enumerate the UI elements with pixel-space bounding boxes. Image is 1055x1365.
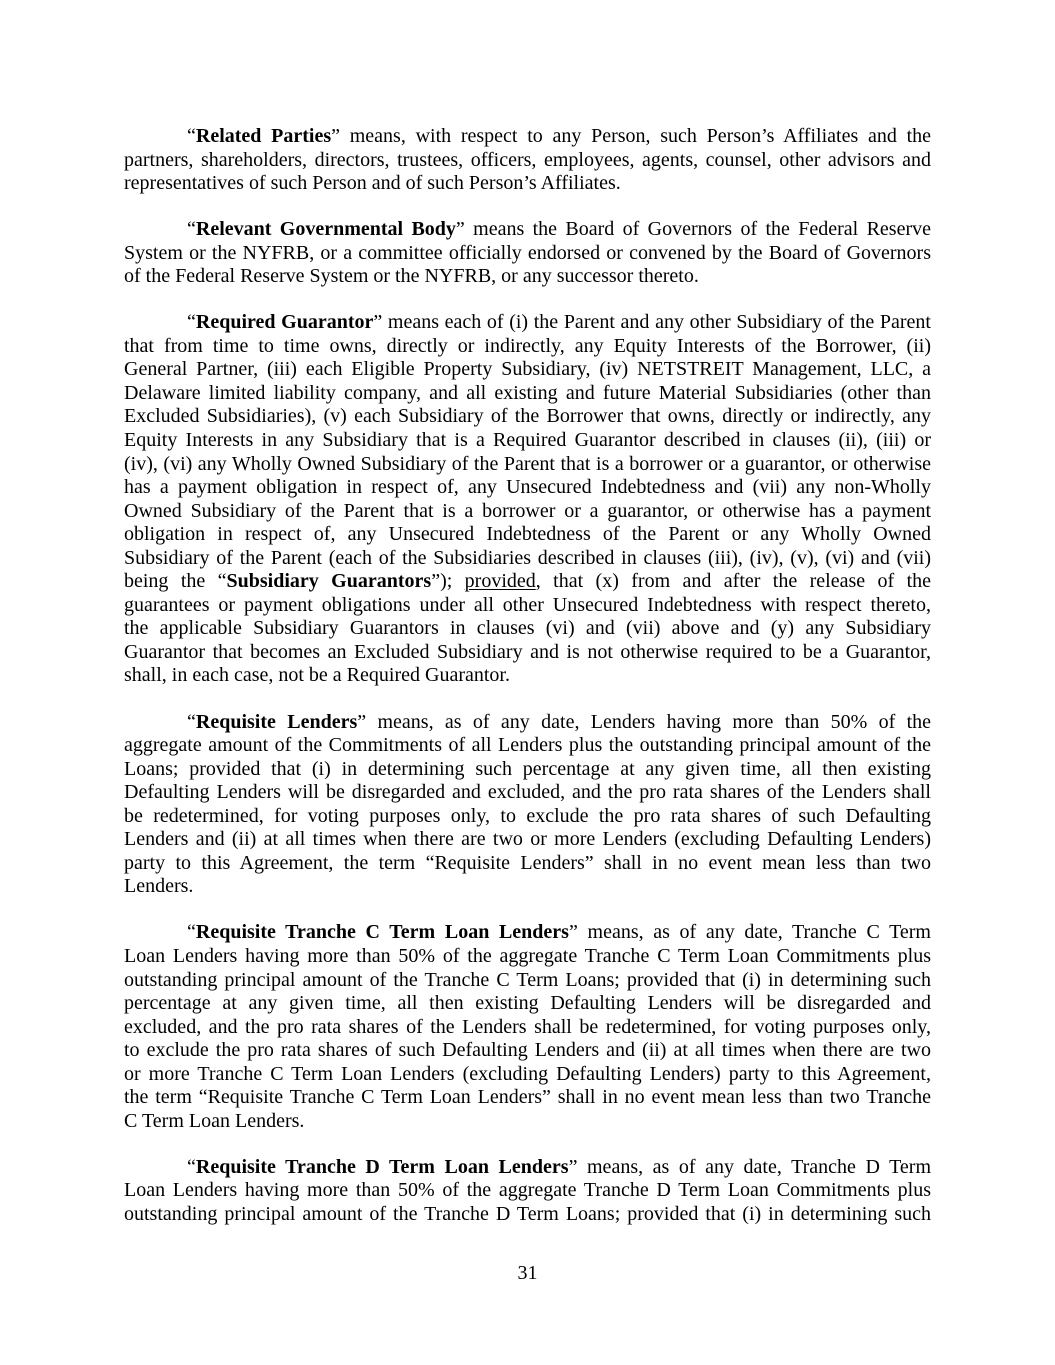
document-body xyxy=(124,125,931,1249)
text-line xyxy=(124,1063,931,1087)
text-line xyxy=(124,711,931,735)
text-run: Delaware limited liability company, and all existing and future Material Subsidiaries (other than xyxy=(124,381,931,404)
text-run: ” means, with respect to any Person, such Person’s Affiliates and the xyxy=(331,125,931,147)
text-line xyxy=(124,149,931,173)
definition-paragraph xyxy=(124,125,931,196)
text-run: to exclude the pro rata shares of such Defaulting Lenders and (ii) at all times when there are two xyxy=(124,1039,931,1062)
definition-paragraph xyxy=(124,711,931,899)
text-run: “ xyxy=(187,311,196,334)
text-run: Loans; provided that (i) in determining such percentage at any given time, all then existing xyxy=(124,757,931,780)
text-line xyxy=(124,1110,931,1134)
text-line xyxy=(124,453,931,477)
text-run: has a payment obligation in respect of, any Unsecured Indebtedness and (vii) any non-Wholly xyxy=(124,476,931,499)
text-run: , that (x) from and after the release of the xyxy=(535,570,932,593)
text-run: or more Tranche C Term Loan Lenders (excluding Defaulting Lenders) party to this Agreement, xyxy=(124,1062,931,1085)
text-run: “ xyxy=(187,218,196,241)
text-run: that from time to time owns, directly or indirectly, any Equity Interests of the Borrower, (ii) xyxy=(124,334,931,357)
text-line xyxy=(124,1179,931,1203)
text-line xyxy=(124,875,931,899)
text-run: System or the NYFRB, or a committee officially endorsed or convened by the Board of Governors xyxy=(124,241,931,264)
text-line xyxy=(124,594,931,618)
text-run: (iv), (vi) any Wholly Owned Subsidiary of the Parent that is a borrower or a guarantor, or otherwise xyxy=(124,452,931,475)
defined-term: Related Parties xyxy=(195,125,332,147)
text-run: Loan Lenders having more than 50% of the aggregate Tranche C Term Loan Commitments plus xyxy=(124,944,931,967)
text-run: excluded, and the pro rata shares of the Lenders shall be redetermined, for voting purposes only, xyxy=(124,1015,931,1038)
definition-paragraph xyxy=(124,218,931,289)
text-run: obligation in respect of, any Unsecured Indebtedness of the Parent or any Wholly Owned xyxy=(124,523,931,546)
text-line xyxy=(124,781,931,805)
text-line xyxy=(124,1039,931,1063)
text-line xyxy=(124,265,931,289)
text-run: Defaulting Lenders will be disregarded and excluded, and the pro rata shares of the Lenders shall xyxy=(124,781,931,804)
text-run: the applicable Subsidiary Guarantors in clauses (vi) and (vii) above and (y) any Subsidiary xyxy=(124,617,931,640)
text-run: be redetermined, for voting purposes only, to exclude the pro rata shares of such Defaulting xyxy=(124,804,931,827)
text-line xyxy=(124,828,931,852)
text-run: “ xyxy=(187,710,196,733)
text-line xyxy=(124,805,931,829)
text-run: representatives of such Person and of such Person’s Affiliates. xyxy=(124,172,621,195)
text-line xyxy=(124,1086,931,1110)
text-run: guarantees or payment obligations under all other Unsecured Indebtedness with respect thereto, xyxy=(124,593,931,616)
defined-term: Requisite Tranche D Term Loan Lenders xyxy=(195,1155,569,1178)
definition-paragraph xyxy=(124,1156,931,1227)
text-run: percentage at any given time, all then existing Defaulting Lenders will be disregarded and xyxy=(124,992,931,1015)
text-line xyxy=(124,664,931,688)
text-line xyxy=(124,547,931,571)
text-run: Excluded Subsidiaries), (v) each Subsidiary of the Borrower that owns, directly or indirectly, any xyxy=(124,405,931,428)
text-run: Lenders. xyxy=(124,875,194,898)
page-number: 31 xyxy=(517,1262,538,1284)
text-line xyxy=(124,335,931,359)
text-run: General Partner, (iii) each Eligible Property Subsidiary, (iv) NETSTREIT Management, LLC, a xyxy=(124,358,931,381)
text-run: partners, shareholders, directors, trustees, officers, employees, agents, counsel, other advisors and xyxy=(124,148,931,171)
defined-term: Requisite Lenders xyxy=(195,710,358,733)
text-run: ”); xyxy=(431,570,465,593)
text-line xyxy=(124,641,931,665)
text-run: “ xyxy=(187,125,196,147)
text-line xyxy=(124,1016,931,1040)
text-line xyxy=(124,242,931,266)
text-run: Owned Subsidiary of the Parent that is a borrower or a guarantor, or otherwise has a payment xyxy=(124,499,931,522)
defined-term: Requisite Tranche C Term Loan Lenders xyxy=(195,921,569,944)
text-line xyxy=(124,758,931,782)
text-line xyxy=(124,969,931,993)
text-run: ” means, as of any date, Tranche D Term xyxy=(568,1155,931,1178)
text-line xyxy=(124,992,931,1016)
text-run: the term “Requisite Tranche C Term Loan Lenders” shall in no event mean less than two Tranche xyxy=(124,1086,931,1109)
text-run: being the “ xyxy=(124,570,227,593)
text-line xyxy=(124,429,931,453)
text-run: “ xyxy=(187,1155,196,1178)
text-line xyxy=(124,921,931,945)
text-run: Subsidiary of the Parent (each of the Subsidiaries described in clauses (iii), (iv), (v), (vi) and (vii) xyxy=(124,546,931,569)
text-run: Equity Interests in any Subsidiary that is a Required Guarantor described in clauses (ii), (iii) or xyxy=(124,429,931,452)
text-run: outstanding principal amount of the Tranche C Term Loans; provided that (i) in determining such xyxy=(124,968,931,991)
text-line xyxy=(124,852,931,876)
text-run: of the Federal Reserve System or the NYFRB, or any successor thereto. xyxy=(124,265,699,288)
text-line xyxy=(124,311,931,335)
defined-term: Relevant Governmental Body xyxy=(195,218,456,241)
text-run: ” means, as of any date, Tranche C Term xyxy=(568,921,931,944)
text-run: shall, in each case, not be a Required Guarantor. xyxy=(124,664,510,687)
text-line xyxy=(124,734,931,758)
text-line xyxy=(124,218,931,242)
text-run: “ xyxy=(187,921,196,944)
text-line xyxy=(124,500,931,524)
text-line xyxy=(124,1156,931,1180)
text-run: party to this Agreement, the term “Requisite Lenders” shall in no event mean less than two xyxy=(124,851,931,874)
text-line xyxy=(124,617,931,641)
text-run: outstanding principal amount of the Tranche D Term Loans; provided that (i) in determining such xyxy=(124,1202,931,1225)
text-run: ” means each of (i) the Parent and any other Subsidiary of the Parent xyxy=(373,311,931,334)
text-line xyxy=(124,476,931,500)
text-run: Lenders and (ii) at all times when there are two or more Lenders (excluding Defaulting Lenders) xyxy=(124,828,931,851)
underlined-term: provided xyxy=(464,570,536,593)
definition-paragraph xyxy=(124,921,931,1133)
text-line xyxy=(124,382,931,406)
text-run: ” means the Board of Governors of the Federal Reserve xyxy=(455,218,931,241)
text-line xyxy=(124,570,931,594)
defined-term: Required Guarantor xyxy=(195,311,374,334)
text-run: ” means, as of any date, Lenders having more than 50% of the xyxy=(357,710,932,733)
text-line xyxy=(124,945,931,969)
text-run: Guarantor that becomes an Excluded Subsidiary and is not otherwise required to be a Guarantor, xyxy=(124,640,931,663)
text-run: aggregate amount of the Commitments of all Lenders plus the outstanding principal amount of the xyxy=(124,734,931,757)
text-line xyxy=(124,125,931,149)
text-line xyxy=(124,172,931,196)
text-line xyxy=(124,405,931,429)
text-line xyxy=(124,523,931,547)
definition-paragraph xyxy=(124,311,931,688)
text-line xyxy=(124,358,931,382)
text-run: Loan Lenders having more than 50% of the aggregate Tranche D Term Loan Commitments plus xyxy=(124,1179,931,1202)
defined-term: Subsidiary Guarantors xyxy=(226,570,432,593)
text-line xyxy=(124,1203,931,1227)
text-run: C Term Loan Lenders. xyxy=(124,1109,305,1132)
